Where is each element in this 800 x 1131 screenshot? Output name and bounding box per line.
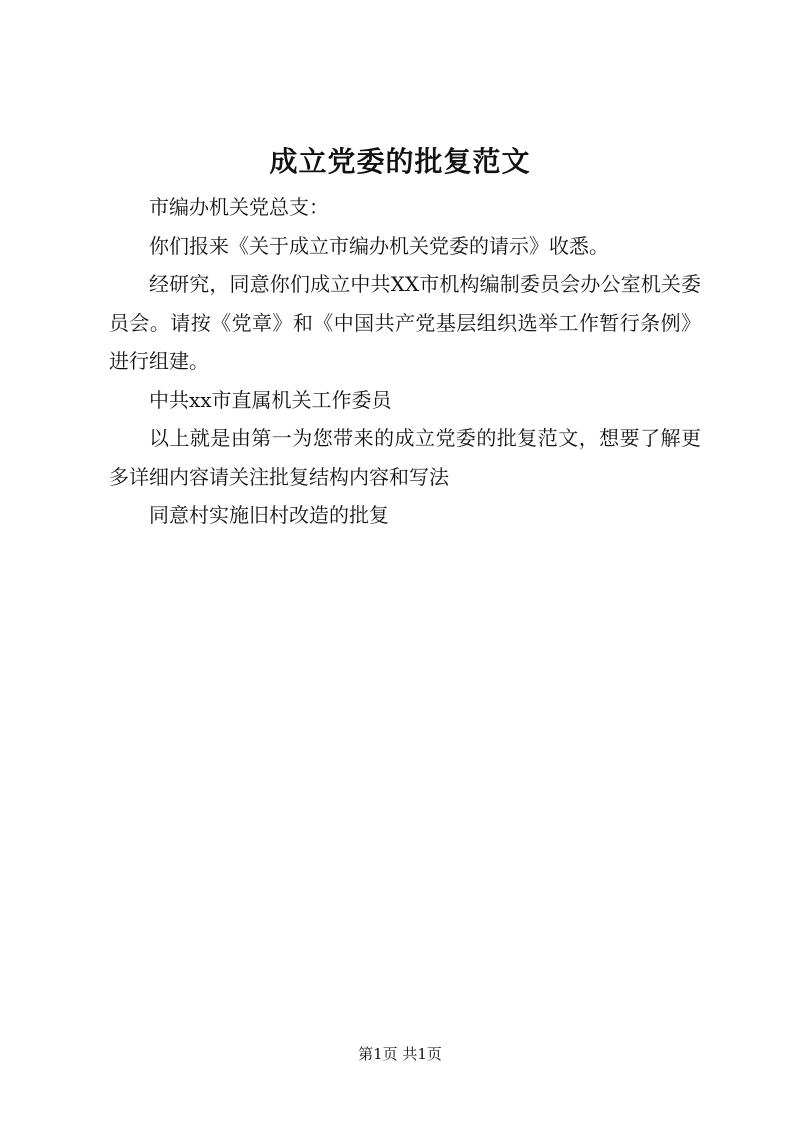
paragraph-approval: 经研究，同意你们成立中共XX市机构编制委员会办公室机关委员会。请按《党章》和《中国共产党基层组织选举工作暂行条例》进行组建。 [109,272,701,373]
paragraph-issuer: 中共xx市直属机关工作委员 [149,387,392,412]
document-body [109,188,701,535]
paragraph-related: 同意村实施旧村改造的批复 [149,503,389,527]
paragraph-receipt: 你们报来《关于成立市编办机关党委的请示》收悉。 [149,233,609,258]
paragraph-summary: 以上就是由第一为您带来的成立党委的批复范文，想要了解更多详细内容请关注批复结构内容和写法 [109,426,701,489]
paragraph-addressee: 市编办机关党总支： [149,195,329,219]
page-footer: 第1页 共1页 [358,1045,442,1063]
document-title: 成立党委的批复范文 [269,145,531,178]
